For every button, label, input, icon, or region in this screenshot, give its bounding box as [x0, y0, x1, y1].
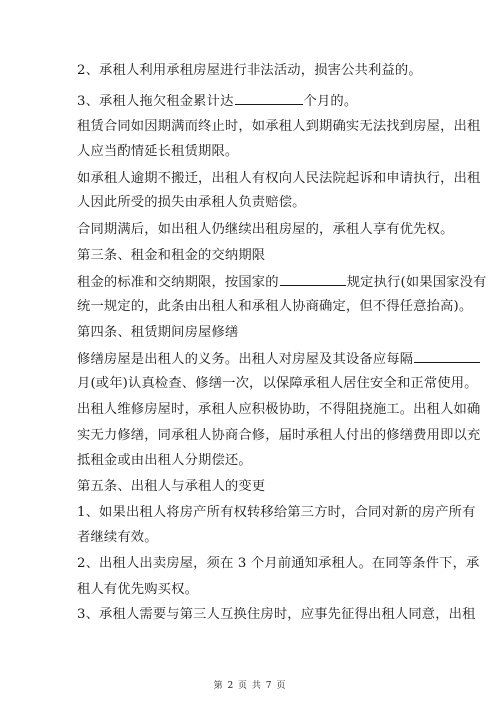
section-heading-5: 第五条、出租人与承租人的变更 [77, 479, 266, 494]
section-heading-4: 第四条、租赁期间房屋修缮 [77, 325, 239, 340]
text-line-15: 实无力修缮，同承租人协商合修，届时承租人付出的修缮费用即以充 [77, 428, 481, 443]
text-line-4: 人应当酌情延长租赁期限。 [77, 144, 239, 159]
text-line-10: 统一规定的，此条由出租人和承租人协商确定，但不得任意抬高)。 [77, 299, 473, 314]
text-line-7: 合同期满后，如出租人仍继续出租房屋的，承租人享有优先权。 [77, 222, 454, 237]
text-line-9: 租金的标准和交纳期限，按国家的 规定执行(如果国家没有 [77, 275, 487, 290]
fill-in-blank [235, 92, 303, 105]
text-line-13: 月(或年)认真检查、修缮一次，以保障承租人居住安全和正常使用。 [77, 376, 478, 391]
text-line-14: 出租人维修房屋时，承租人应积极协助，不得阻挠施工。出租人如确 [77, 402, 481, 417]
text-line-22: 3、承租人需要与第三人互换住房时，应事先征得出租人同意，出租 [77, 607, 476, 622]
fill-in-blank [414, 350, 480, 363]
text-line-20: 2、出租人出卖房屋，须在 3 个月前通知承租人。在同等条件下，承 [77, 556, 480, 571]
page-number-footer: 第 2 页 共 7 页 [213, 681, 287, 691]
text-line-19: 者继续有效。 [77, 530, 158, 545]
text-line-6: 人因此所受的损失由承租人负责赔偿。 [77, 195, 306, 210]
text-line-5: 如承租人逾期不搬迁，出租人有权向人民法院起诉和申请执行，出租 [77, 171, 481, 186]
text-line-21: 租人有优先购买权。 [77, 582, 199, 597]
text-line-18: 1、如果出租人将房产所有权转移给第三方时，合同对新的房产所有 [77, 505, 476, 520]
text-line-1: 2、承租人利用承租房屋进行非法活动，损害公共利益的。 [77, 63, 422, 78]
section-heading-3: 第三条、租金和租金的交纳期限 [77, 248, 266, 263]
text-line-3: 租赁合同如因期满而终止时，如承租人到期确实无法找到房屋，出租 [77, 119, 481, 134]
text-line-16: 抵租金或由出租人分期偿还。 [77, 453, 252, 468]
fill-in-blank [280, 273, 346, 286]
text-line-12: 修缮房屋是出租人的义务。出租人对房屋及其设备应每隔 [77, 350, 481, 369]
text-line-2: 3、承租人拖欠租金累计达 个月的。 [77, 94, 358, 109]
